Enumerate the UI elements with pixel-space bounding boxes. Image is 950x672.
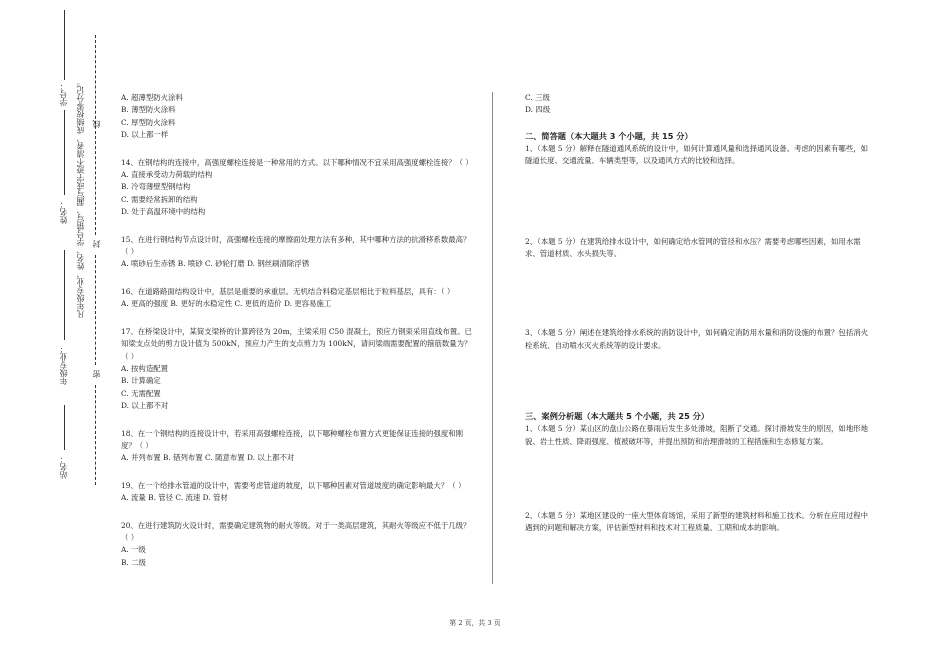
notice-text: 凡年级专业、姓名、学号错写、漏写或字迹不清者，成绩按零分记。 [76,78,85,318]
short-answer-3: 3、（本题 5 分）阐述在建筑给排水系统的消防设计中，如何确定消防用水量和消防设施的布置？包括消火栓系统、自动喷水灭火系统等的设计要求。 [525,328,868,350]
name-underline [64,110,65,195]
q17-option-c: C. 无需配置 [121,388,161,398]
question-20: 20、在进行建筑防火设计时，需要确定建筑物的耐火等级。对于一类高层建筑，其耐火等级应不低于几级？（ ） [121,520,471,542]
q13-option-a: A. 超薄型防火涂料 [121,93,183,102]
q13-option-c: C. 厚型防火涂料 [121,117,176,127]
q20-option-a: A. 一级 [121,545,146,555]
case-analysis-2: 2、（本题 5 分）某地区建设的一座大型体育场馆，采用了新型的建筑材料和施工技术。分析在应用过程中遇到的问题和解决方案，评估新型材料和技术对工程质量、工期和成本的影响。 [525,511,868,533]
id-underline [64,10,65,80]
cut-line-top [95,35,96,235]
q18-options: A. 并列布置 B. 错列布置 C. 随意布置 D. 以上都不对 [121,453,295,463]
q14-option-c: C. 需要经常拆卸的结构 [121,194,198,204]
q20-option-d: D. 四级 [525,105,551,115]
q13-option-d: D. 以上都一样 [121,130,169,140]
cut-line-bottom [95,385,96,485]
cut-mark-xian: 线 [92,120,101,128]
question-18: 18、在一个钢结构的连接设计中，若采用高强螺栓连接，以下哪种螺栓布置方式更能保证连接的强度和刚度？（ ） [121,428,463,450]
question-19: 19、在一个给排水管道的设计中，需要考虑管道的坡度，以下哪种因素对管道坡度的确定影响最大？（ ） [121,480,466,490]
q16-options: A. 更高的强度 B. 更好的水稳定性 C. 更低的造价 D. 更容易施工 [121,299,332,309]
left-column [121,92,476,569]
name-label: 姓名： [59,200,68,224]
q17-option-b: B. 计算确定 [121,376,161,386]
cut-line-mid [95,255,96,365]
cut-mark-mi: 密 [92,370,101,378]
question-16: 16、在道路路面结构设计中，基层是重要的承重层。无机结合料稳定基层相比于粒料基层，具有：（ ） [121,286,455,296]
cut-mark-feng: 封 [92,240,101,248]
case-analysis-1: 1、（本题 5 分）某山区的盘山公路在暴雨后发生多处滑坡，阻断了交通。探讨滑坡发生的原因，如地形地貌、岩土性质、降雨强度、植被破坏等，并提出预防和治理滑坡的工程措施和生态修复方案。 [525,424,868,446]
question-17: 17、在桥梁设计中，某简支梁桥的计算跨径为 20m，主梁采用 C50 混凝土，预应力钢束采用直线布置。已知梁支点处的剪力设计值为 500kN，预应力产生的支点剪力为 100kN，请问梁端需要配置的箍筋数量为？（ ） [121,326,472,361]
section-2-title: 二、简答题（本大题共 3 个小题，共 15 分） [525,130,693,141]
id-label: 学号： [59,82,68,106]
section-3-title: 三、案例分析题（本大题共 5 个小题，共 25 分） [525,411,710,422]
seat-label: 站名： [59,455,68,479]
major-underline [64,250,65,340]
q17-option-d: D. 以上都不对 [121,401,169,411]
right-column [525,92,870,535]
q13-option-b: B. 薄型防火涂料 [121,105,176,115]
q14-option-d: D. 处于高温环境中的结构 [121,207,206,217]
q14-option-b: B. 冷弯薄壁型钢结构 [121,182,191,192]
seat-underline [64,405,65,450]
question-14: 14、在钢结构的连接中，高强度螺栓连接是一种常用的方式。以下哪种情况不宜采用高强度螺栓连接？（ ） [121,157,473,167]
q15-options: A. 喷砂后生赤锈 B. 喷砂 C. 砂轮打磨 D. 钢丝刷清除浮锈 [121,259,310,269]
question-15: 15、在进行钢结构节点设计时，高强螺栓连接的摩擦面处理方法有多种，其中哪种方法的抗滑移系数最高？（ ） [121,234,471,257]
page-number: 第 2 页，共 3 页 [449,619,501,627]
q19-options: A. 流量 B. 管径 C. 流速 D. 管材 [121,493,228,503]
q17-option-a: A. 按构造配置 [121,363,168,373]
q14-option-a: A. 直接承受动力荷载的结构 [121,170,213,180]
q20-option-b: B. 二级 [121,557,146,567]
column-divider [492,92,493,584]
short-answer-2: 2、（本题 5 分）在建筑给排水设计中，如何确定给水管网的管径和水压？需要考虑哪些因素，如用水需求、管道材质、水头损失等。 [525,236,861,259]
q20-option-c: C. 三级 [525,93,550,102]
short-answer-1: 1、（本题 5 分）解释在隧道通风系统的设计中，如何计算通风量和选择通风设备。考虑的因素有哪些，如隧道长度、交通流量、车辆类型等，以及通风方式的比较和选择。 [525,143,868,166]
major-label: 年级专业： [59,345,68,385]
